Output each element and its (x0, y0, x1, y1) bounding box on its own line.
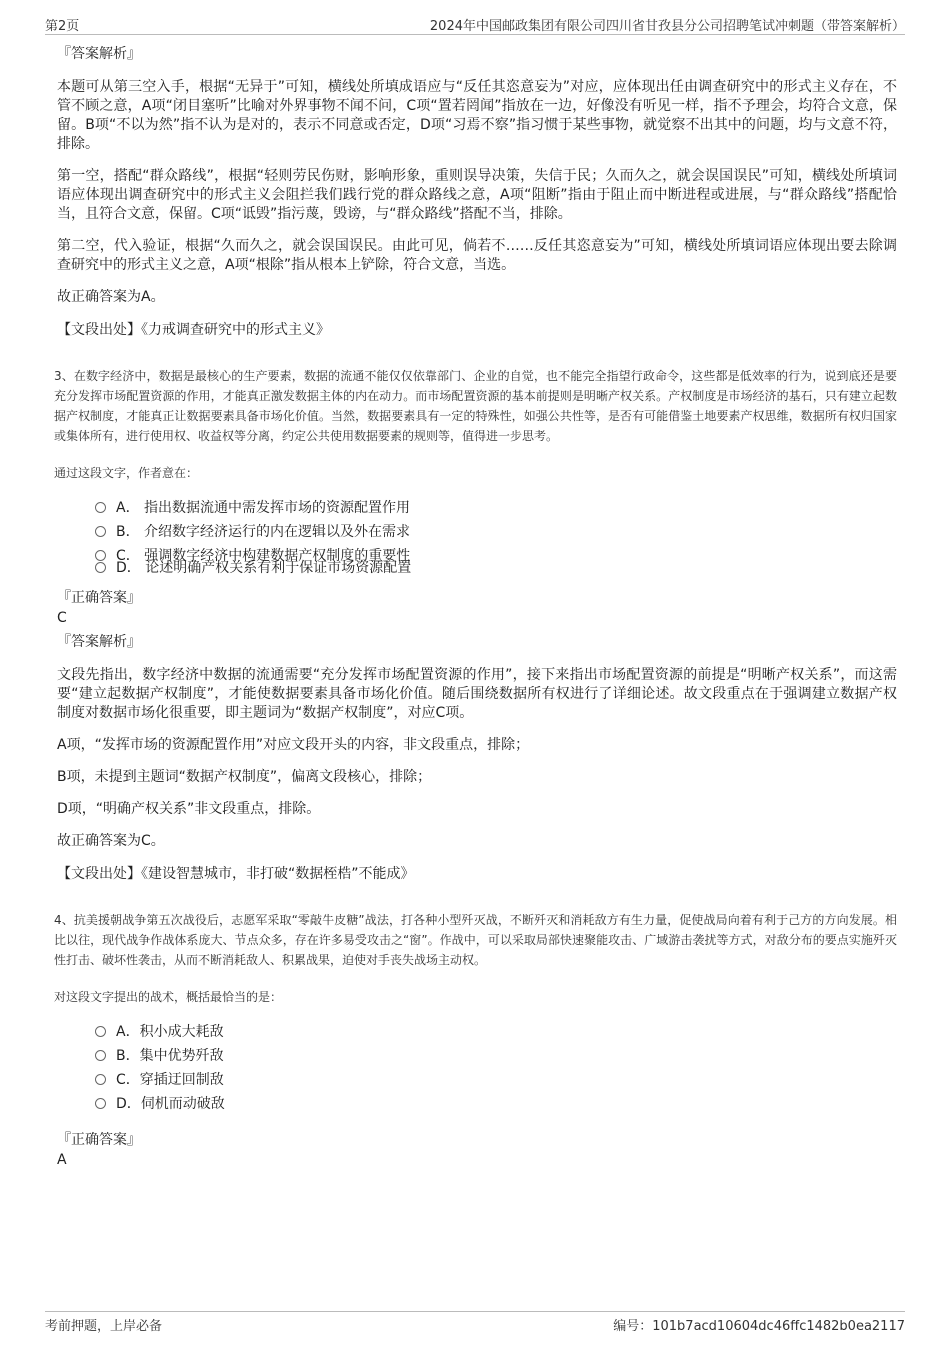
analysis-paragraph: B项，未提到主题词“数据产权制度”，偏离文段核心，排除； (57, 769, 432, 785)
option-label: A． 指出数据流通中需发挥市场的资源配置作用 (116, 500, 411, 516)
option-list (95, 1020, 897, 1116)
radio-icon[interactable] (95, 526, 106, 537)
option-list (95, 496, 897, 576)
radio-icon[interactable] (95, 502, 106, 513)
analysis-conclusion: 故正确答案为C。 (57, 833, 165, 849)
page-number: 第2页 (45, 19, 80, 34)
analysis-paragraph: 第一空，搭配“群众路线”，根据“轻则劳民伤财，影响形象，重则误导决策，失信于民；久而久之，就会误国误民”可知，横线处所填词语应体现出调查研究中的形式主义会阻拦我们践行党的群众路线之意，A项“阻断”指由于阻止而中断进程或进展，与“群众路线”搭配恰当，且符合文意，保留。C项“诋毁”指污蔑，毁谤，与“群众路线”搭配不当，排除。 (57, 168, 897, 222)
option-d[interactable] (95, 1092, 897, 1116)
analysis-conclusion: 故正确答案为A。 (57, 289, 165, 305)
footer-slogan: 考前押题，上岸必备 (45, 1319, 163, 1334)
option-label: A．积小成大耗敌 (116, 1024, 224, 1040)
option-a[interactable] (95, 1020, 897, 1044)
question-3 (54, 366, 897, 884)
option-label: C．穿插迂回制敌 (116, 1072, 224, 1088)
question-prompt: 对这段文字提出的战术，概括最恰当的是： (54, 990, 283, 1004)
analysis-paragraph: A项，“发挥市场的资源配置作用”对应文段开头的内容，非文段重点，排除； (57, 737, 530, 753)
correct-answer: C (57, 610, 67, 626)
option-d[interactable] (95, 556, 897, 576)
analysis-paragraph: 本题可从第三空入手，根据“无异于”可知，横线处所填成语应与“反任其恣意妄为”对应，应体现出任由调查研究中的形式主义存在，不管不顾之意，A项“闭目塞听”比喻对外界事物不闻不问，C项“置若罔闻”指放在一边，好像没有听见一样，指不予理会，均符合文意，保留。B项“不以为然”指不认为是对的，表示不同意或否定，D项“习焉不察”指习惯于某些事物，就觉察不出其中的问题，均与文意不符，排除。 (57, 79, 897, 152)
question-4 (54, 910, 897, 1170)
page-header (45, 12, 905, 35)
correct-answer-label: 『正确答案』 (57, 590, 141, 606)
option-label: B． 介绍数字经济运行的内在逻辑以及外在需求 (116, 524, 411, 540)
radio-icon[interactable] (95, 1050, 106, 1061)
analysis-label: 『答案解析』 (57, 46, 141, 62)
question-text: 3、在数字经济中，数据是最核心的生产要素，数据的流通不能仅仅依靠部门、企业的自觉，也不能完全指望行政命令，这些都是低效率的行为，说到底还是要充分发挥市场配置资源的作用，才能真正激发数据主体的内在动力。而市场配置资源的基本前提则是明晰产权关系。产权制度是市场经济的基石，只有建立起数据产权制度，才能真正让数据要素具备市场化价值。当然，数据要素具有一定的特殊性，如强公共性等，是否有可能借鉴土地要素产权思维，数据所有权归国家或集体所有，进行使用权、收益权等分离，约定公共使用数据要素的规则等，值得进一步思考。 (54, 369, 897, 443)
option-b[interactable] (95, 1044, 897, 1068)
document-body (54, 44, 897, 1174)
analysis-paragraph: 文段先指出，数字经济中数据的流通需要“充分发挥市场配置资源的作用”，接下来指出市场配置资源的前提是“明晰产权关系”，而这需要“建立起数据产权制度”，才能使数据要素具备市场化价值。随后围绕数据所有权进行了详细论述。故文段重点在于强调建立数据产权制度对数据市场化很重要，即主题词为“数据产权制度”，对应C项。 (57, 667, 897, 721)
page-footer (45, 1311, 905, 1334)
radio-icon[interactable] (95, 1026, 106, 1037)
option-c[interactable] (95, 1068, 897, 1092)
correct-answer: A (57, 1152, 67, 1168)
option-label: D． 论述明确产权关系有利于保证市场资源配置 (116, 560, 412, 576)
source-citation: 【文段出处】《力戒调查研究中的形式主义》 (57, 322, 330, 338)
option-label: B．集中优势歼敌 (116, 1048, 224, 1064)
analysis-paragraph: D项，“明确产权关系”非文段重点，排除。 (57, 801, 321, 817)
q2-analysis-section (57, 44, 897, 340)
question-text: 4、抗美援朝战争第五次战役后，志愿军采取“零敲牛皮糖”战法，打各种小型歼灭战，不断歼灭和消耗敌方有生力量，促使战局向着有利于己方的方向发展。相比以往，现代战争作战体系庞大、节点众多，存在许多易受攻击之“窗”。作战中，可以采取局部快速聚能攻击、广域游击袭扰等方式，对敌分布的要点实施歼灭性打击、破坏性袭击，从而不断消耗敌人、积累战果，迫使对手丧失战场主动权。 (54, 913, 897, 967)
analysis-paragraph: 第二空，代入验证，根据“久而久之，就会误国误民。由此可见，倘若不……反任其恣意妄为”可知，横线处所填词语应体现出要去除调查研究中的形式主义之意，A项“根除”指从根本上铲除，符合文意，当选。 (57, 238, 897, 273)
option-b[interactable] (95, 520, 897, 544)
correct-answer-label: 『正确答案』 (57, 1132, 141, 1148)
radio-icon[interactable] (95, 562, 106, 573)
option-a[interactable] (95, 496, 897, 520)
source-citation: 【文段出处】《建设智慧城市，非打破“数据桎梏”不能成》 (57, 866, 415, 882)
question-prompt: 通过这段文字，作者意在： (54, 466, 199, 480)
radio-icon[interactable] (95, 1098, 106, 1109)
option-label: D．伺机而动破敌 (116, 1096, 225, 1112)
document-id: 编号：101b7acd10604dc46ffc1482b0ea2117 (613, 1319, 905, 1334)
radio-icon[interactable] (95, 1074, 106, 1085)
option-label: C． 强调数字经济中构建数据产权制度的重要性 (116, 548, 411, 564)
analysis-label: 『答案解析』 (57, 634, 141, 650)
document-title: 2024年中国邮政集团有限公司四川省甘孜县分公司招聘笔试冲刺题（带答案解析） (429, 19, 905, 34)
